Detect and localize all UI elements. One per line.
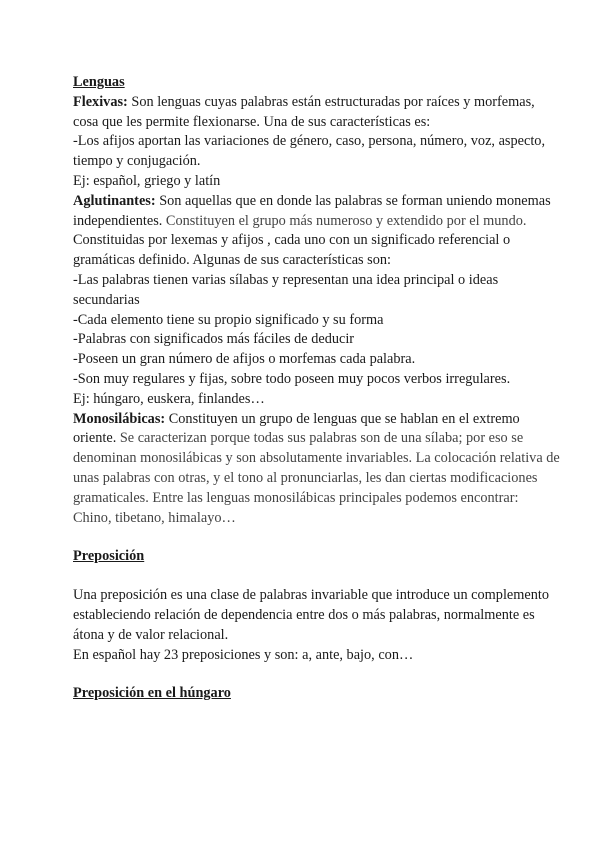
aglutinantes-paragraph	[73, 192, 560, 271]
monosilabicas-paragraph	[73, 410, 560, 529]
monosilabicas-text-b: Se caracterizan porque todas sus palabras son de una sílaba; por eso se denominan monosilábicas y son absolutamente invariables. La colocación relativa de unas palabras con otras, y el tono al pronunciarlas, les dan ciertas modificaciones gramaticales. Entre las lenguas monosilábicas principales podemos encontrar: Chino, tibetano, himalayo…	[73, 430, 560, 526]
flexivas-bullet: -Los afijos aportan las variaciones de género, caso, persona, número, voz, aspecto, tiempo y conjugación.	[73, 133, 546, 170]
flexivas-term: Flexivas:	[73, 93, 128, 110]
aglutinantes-bullet: -Palabras con significados más fáciles de deducir	[73, 331, 355, 348]
preposicion-paragraph: Una preposición es una clase de palabras invariable que introduce un complemento estableciendo relación de dependencia entre dos o más palabras, normalmente es átona y de valor relacional.	[73, 587, 549, 643]
aglutinantes-bullet: -Son muy regulares y fijas, sobre todo poseen muy pocos verbos irregulares.	[73, 370, 511, 387]
section-heading-preposicion: Preposición	[73, 548, 145, 565]
aglutinantes-term: Aglutinantes:	[73, 192, 156, 209]
flexivas-example: Ej: español, griego y latín	[73, 172, 221, 189]
spacer	[73, 528, 560, 547]
section-heading-lenguas: Lenguas	[73, 74, 125, 90]
monosilabicas-text-a: Constituyen un grupo de lenguas que se hablan en el extremo oriente.	[73, 410, 520, 447]
aglutinantes-bullet: -Cada elemento tiene su propio significado y su forma	[73, 311, 384, 328]
aglutinantes-text-a: Son aquellas que en donde las palabras se forman uniendo monemas independientes.	[73, 192, 551, 229]
spacer	[73, 567, 560, 586]
spacer	[73, 665, 560, 684]
aglutinantes-text-c: Constituidas por lexemas y afijos , cada uno con un significado referencial o gramáticas definido. Algunas de sus características son:	[73, 232, 511, 269]
flexivas-paragraph	[73, 93, 560, 133]
preposicion-list-line: En español hay 23 preposiciones y son: a, ante, bajo, con…	[73, 646, 414, 663]
monosilabicas-term: Monosilábicas:	[73, 410, 166, 427]
aglutinantes-text-b: Constituyen el grupo más numeroso y extendido por el mundo.	[165, 212, 527, 229]
section-heading-preposicion-hungaro: Preposición en el húngaro	[73, 685, 231, 702]
flexivas-text: Son lenguas cuyas palabras están estructuradas por raíces y morfemas, cosa que les permite flexionarse. Una de sus características es:	[73, 93, 535, 130]
aglutinantes-example: Ej: húngaro, euskera, finlandes…	[73, 390, 265, 407]
aglutinantes-bullet: -Poseen un gran número de afijos o morfemas cada palabra.	[73, 351, 416, 368]
aglutinantes-bullet: -Las palabras tienen varias sílabas y representan una idea principal o ideas secundarias	[73, 271, 499, 308]
